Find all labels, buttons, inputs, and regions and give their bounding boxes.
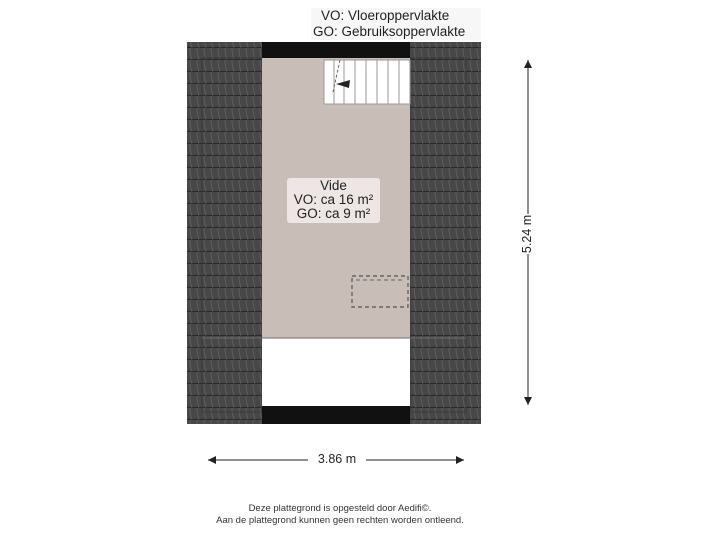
staircase xyxy=(324,60,410,104)
legend-vo: VO: Vloeroppervlakte xyxy=(321,8,450,23)
room-label xyxy=(287,178,380,223)
open-area xyxy=(262,338,410,406)
disclaimer-line-1: Deze plattegrond is opgesteld door Aedifi©. xyxy=(248,503,432,514)
wall-top xyxy=(262,42,410,58)
disclaimer-line-2: Aan de plattegrond kunnen geen rechten worden ontleend. xyxy=(216,515,464,526)
legend xyxy=(311,8,481,40)
legend-go: GO: Gebruiksoppervlakte xyxy=(313,24,466,39)
disclaimer xyxy=(0,503,680,527)
height-label: 5.24 m xyxy=(520,214,534,254)
roof-right xyxy=(410,42,481,424)
width-label: 3.86 m xyxy=(308,452,366,466)
roof-left xyxy=(187,42,262,424)
room-vo: VO: ca 16 m² xyxy=(293,192,374,207)
wall-bottom xyxy=(262,406,410,424)
room-name: Vide xyxy=(320,178,347,193)
room-go: GO: ca 9 m² xyxy=(296,206,371,221)
